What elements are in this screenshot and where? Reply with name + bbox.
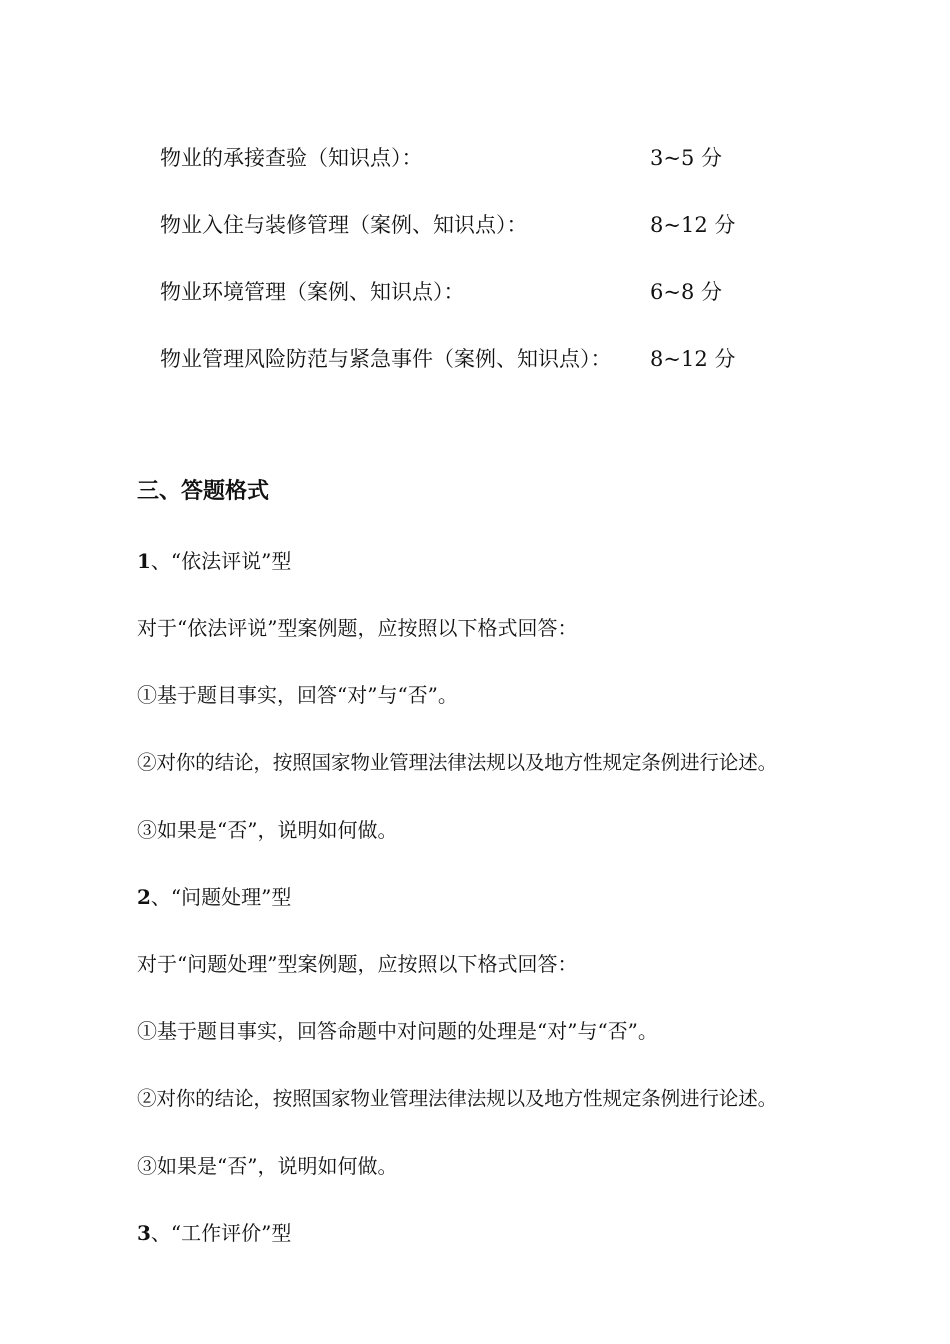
subheading-work-evaluation xyxy=(137,1217,927,1284)
subheading-title: 、“工作评价”型 xyxy=(150,1220,292,1245)
score-label: 物业入住与装修管理（案例、知识点）： xyxy=(160,213,528,237)
answer-format-section xyxy=(137,475,927,1284)
paragraph-step: ②对你的结论，按照国家物业管理法律法规以及地方性规定条例进行论述。 xyxy=(137,1086,777,1110)
subheading-number: 1 xyxy=(137,549,151,573)
score-row xyxy=(160,276,800,343)
subheading-problem-handling xyxy=(137,881,927,948)
paragraph-step: ①基于题目事实，回答命题中对问题的处理是“对”与“否”。 xyxy=(137,1019,658,1044)
score-distribution-list xyxy=(160,142,800,410)
subheading-number: 3 xyxy=(137,1220,151,1245)
score-row xyxy=(160,209,800,276)
paragraph-step: ③如果是“否”，说明如何做。 xyxy=(137,1153,398,1178)
paragraph-intro: 对于“依法评说”型案例题，应按照以下格式回答： xyxy=(137,616,578,641)
subheading-title: 、“依法评说”型 xyxy=(150,549,292,573)
paragraph-step: ③如果是“否”，说明如何做。 xyxy=(137,817,398,842)
score-value: 3~5 分 xyxy=(650,146,722,170)
paragraph-step: ①基于题目事实，回答“对”与“否”。 xyxy=(137,683,458,708)
score-row xyxy=(160,343,800,410)
subheading-number: 2 xyxy=(137,884,151,909)
section-heading: 三、答题格式 xyxy=(137,479,270,504)
score-value: 6~8 分 xyxy=(650,280,722,304)
score-value: 8~12 分 xyxy=(650,347,736,371)
score-label: 物业管理风险防范与紧急事件（案例、知识点）： xyxy=(160,347,612,371)
paragraph-intro: 对于“问题处理”型案例题，应按照以下格式回答： xyxy=(137,952,578,977)
score-label: 物业的承接查验（知识点）： xyxy=(160,146,423,170)
subheading-title: 、“问题处理”型 xyxy=(150,884,292,909)
score-value: 8~12 分 xyxy=(650,213,736,237)
score-row xyxy=(160,142,800,209)
paragraph-step: ②对你的结论，按照国家物业管理法律法规以及地方性规定条例进行论述。 xyxy=(137,750,777,774)
subheading-legal-review xyxy=(137,545,927,612)
score-label: 物业环境管理（案例、知识点）： xyxy=(160,280,465,304)
